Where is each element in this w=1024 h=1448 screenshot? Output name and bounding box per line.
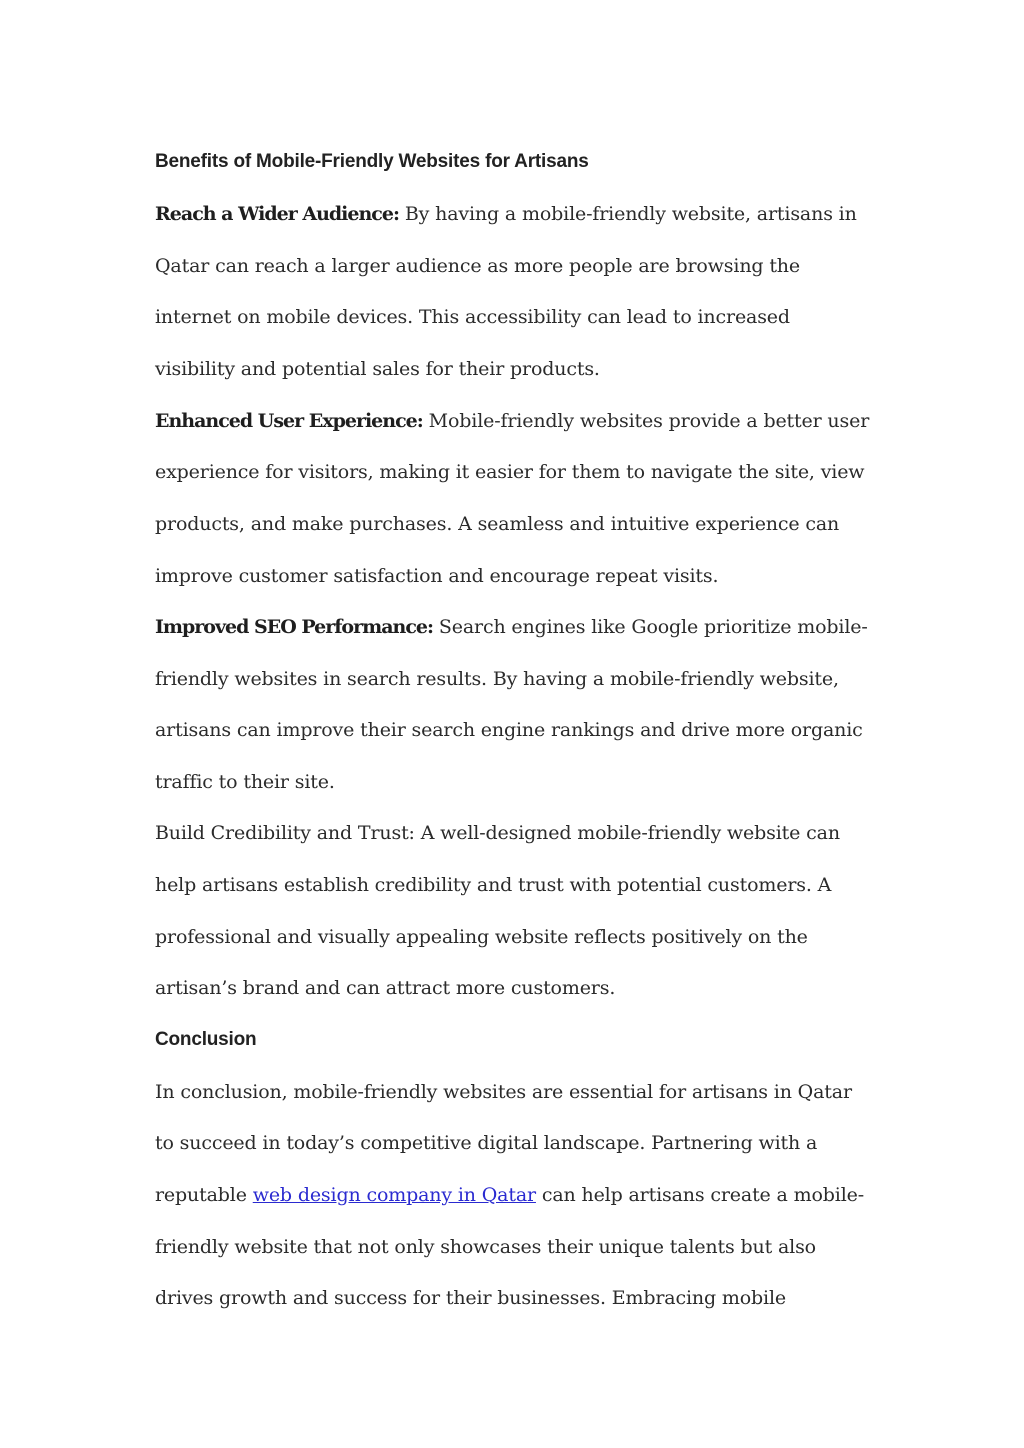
conclusion-line-3: [155, 1184, 864, 1206]
ux-line-1: [155, 410, 869, 432]
seo-label: Improved SEO Performance:: [155, 616, 433, 638]
conclusion-heading: Conclusion: [155, 1029, 257, 1050]
conclusion-line-3-before: reputable: [155, 1184, 253, 1206]
conclusion-line-1: In conclusion, mobile-friendly websites are essential for artisans in Qatar: [155, 1081, 852, 1103]
trust-line-2: help artisans establish credibility and trust with potential customers. A: [155, 874, 832, 896]
reach-text-1: By having a mobile-friendly website, artisans in: [404, 203, 857, 225]
reach-label: Reach a Wider Audience:: [155, 203, 399, 225]
seo-line-3: artisans can improve their search engine rankings and drive more organic: [155, 719, 863, 741]
trust-line-3: professional and visually appealing website reflects positively on the: [155, 926, 808, 948]
ux-line-3: products, and make purchases. A seamless and intuitive experience can: [155, 513, 840, 535]
conclusion-line-3-after: can help artisans create a mobile-: [535, 1184, 864, 1206]
reach-line-3: internet on mobile devices. This accessibility can lead to increased: [155, 306, 790, 328]
trust-line-4: artisan’s brand and can attract more customers.: [155, 977, 616, 999]
reach-line-4: visibility and potential sales for their products.: [155, 358, 600, 380]
ux-line-4: improve customer satisfaction and encourage repeat visits.: [155, 565, 719, 587]
reach-line-1: [155, 203, 857, 225]
conclusion-line-2: to succeed in today’s competitive digital landscape. Partnering with a: [155, 1132, 818, 1154]
seo-line-4: traffic to their site.: [155, 771, 335, 793]
trust-line-1: Build Credibility and Trust: A well-designed mobile-friendly website can: [155, 822, 840, 844]
web-design-company-link[interactable]: web design company in Qatar: [252, 1184, 536, 1206]
seo-text-1: Search engines like Google prioritize mobile-: [438, 616, 868, 638]
benefits-heading: Benefits of Mobile-Friendly Websites for Artisans: [155, 151, 589, 172]
ux-label: Enhanced User Experience:: [155, 410, 423, 432]
ux-line-2: experience for visitors, making it easier for them to navigate the site, view: [155, 461, 865, 483]
ux-text-1: Mobile-friendly websites provide a better user: [428, 410, 870, 432]
conclusion-line-4: friendly website that not only showcases their unique talents but also: [155, 1236, 816, 1258]
seo-line-2: friendly websites in search results. By having a mobile-friendly website,: [155, 668, 839, 690]
reach-line-2: Qatar can reach a larger audience as more people are browsing the: [155, 255, 800, 277]
seo-line-1: [155, 616, 868, 638]
conclusion-line-5: drives growth and success for their businesses. Embracing mobile: [155, 1287, 786, 1309]
